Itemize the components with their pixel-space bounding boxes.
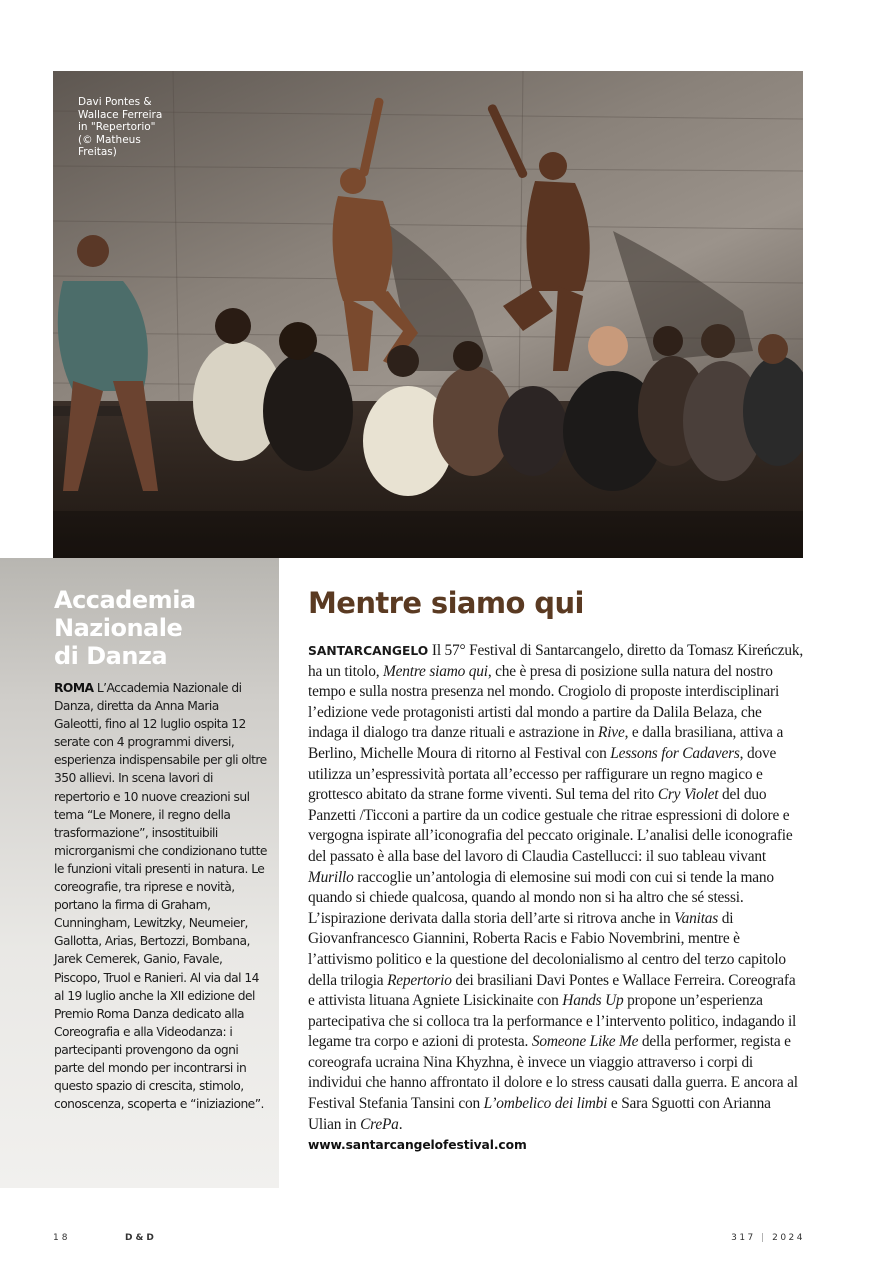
issue-number: 317 [731,1233,756,1243]
article-text: e Sara Sguotti con Arianna Ulian in [308,1095,771,1133]
caption-line: Wallace Ferreira [78,108,163,121]
article-title: Mentre siamo qui [308,586,584,620]
work-title: Cry Violet [657,786,719,804]
issue-year: 2024 [772,1233,805,1243]
work-title: Someone Like Me [531,1033,639,1051]
article-body [308,641,804,1156]
article-text: di Giovanfrancesco Giannini, Roberta Racis e Fabio Novembrini, mentre è l’attivismo politico e la questione del decolonialismo al centro del terzo capitolo della trilogia [308,909,786,989]
work-title: L’ombelico dei limbi [483,1095,608,1113]
photo-caption [78,96,173,159]
caption-line: Davi Pontes & [78,96,152,108]
sidebar-title-line: di Danza [54,642,168,670]
article-text: propone un’esperienza partecipativa che si colloca tra la performance e l’intervento politico, indagando il legame tra corpo e azioni di protesta. [308,992,797,1051]
caption-line: (© Matheus [78,133,141,146]
work-title: CrePa [360,1115,399,1133]
sidebar-title-line: Accademia [54,586,196,614]
sidebar-title-line: Nazionale [54,614,183,642]
article-text: del duo Panzetti /Ticconi a partire da un codice gestuale che ritrae espressioni di dolore e vergogna ispirate all’iconografia del peccato originale. L’analisi delle iconografie del passato è alla base del lavoro di Claudia Castellucci: il suo tableau vivant [308,786,793,865]
sidebar-box [0,558,279,1188]
article-text: . [398,1115,403,1133]
floor-reflection [53,511,803,558]
article-lead: SANTARCANGELO [308,644,429,658]
article-text: , dove utilizza un’espressività portata all’eccesso per raffigurare un regno magico e grottesco abitato da strane forme viventi. Sul tema del rito [308,744,777,804]
sidebar-lead: ROMA [54,681,94,695]
sidebar-title [54,586,269,670]
article-text: , e dalla brasiliana, attiva a Berlino, Michelle Moura di ritorno al Festival con [308,724,784,762]
work-title: Mentre siamo qui [383,662,488,680]
article-text: dei brasiliani Davi Pontes e Wallace Ferreira. Coreografa e attivista lituana Agniete Lisickinaite con [308,971,796,1010]
work-title: Rive [598,724,625,742]
caption-line: Freitas) [78,146,117,158]
sidebar-text: L’Accademia Nazionale di Danza, diretta da Anna Maria Galeotti, fino al 12 luglio ospita 12 serate con 4 programmi diversi, esperienza indispensabile per gli oltre 350 allievi. In scena lavori di repertorio e 10 nuove creazioni sul tema “Le Monere, il regno della trasformazione”, insostituibili microrganismi che condizionano tutte le funzioni vitali presenti in natura. Le coreografie, tra riprese e novità, portano la firma di Graham, Cunningham, Lewitzky, Neumeier, Gallotta, Arias, Bertozzi, Bombana, Jarek Cemerek, Ganio, Favale, Piscopo, Truol e Ranieri. Al via dal 14 al 19 luglio anche la XII edizione del Premio Roma Danza dedicato alla Coreografia e alla Videodanza: i partecipanti provengono da ogni parte del mondo per incontrarsi in questo spazio di crescita, stimolo, conoscenza, scoperta e “iniziazione”. [54,681,267,1112]
festival-link[interactable]: www.santarcangelofestival.com [308,1138,527,1153]
page-number: 18 [53,1233,71,1243]
article-text: , che è presa di posizione sulla natura del nostro tempo e sulla nostra presenza nel mondo. Crogiolo di proposte interdisciplinari l’edizione vede protagonisti artisti dal mondo a partire da Dalila Belaza, che indaga il dialogo tra danze rituali e astrazione in [308,662,780,742]
magazine-name: D&D [125,1233,157,1243]
article-text: Il 57° Festival di Santarcangelo, diretto da Tomasz Kireńczuk, ha un titolo, [308,642,803,680]
work-title: Hands Up [562,992,624,1010]
article-text: della performer, regista e coreografa ucraina Nina Khyzhna, è invece un viaggio attraverso i corpi di individui che hanno affrontato il dolore e lo stress causati dalla guerra. E ancora al Festival Stefania Tansini con [308,1033,798,1113]
sidebar-body [54,679,269,1113]
article-text: raccoglie un’antologia di elemosine sui modi con cui si tende la mano quando si chiede qualcosa, quando al mondo non si ha altro che sé stessi. L’ispirazione derivata dalla storia dell’arte si ritrova anche in [308,868,774,927]
work-title: Vanitas [674,909,719,927]
work-title: Lessons for Cadavers [610,744,740,762]
footer-separator: | [761,1233,767,1243]
work-title: Repertorio [387,971,452,989]
performance-photo [53,71,803,558]
work-title: Murillo [308,868,354,886]
issue-info [731,1233,805,1243]
caption-line: in "Repertorio" [78,121,156,133]
